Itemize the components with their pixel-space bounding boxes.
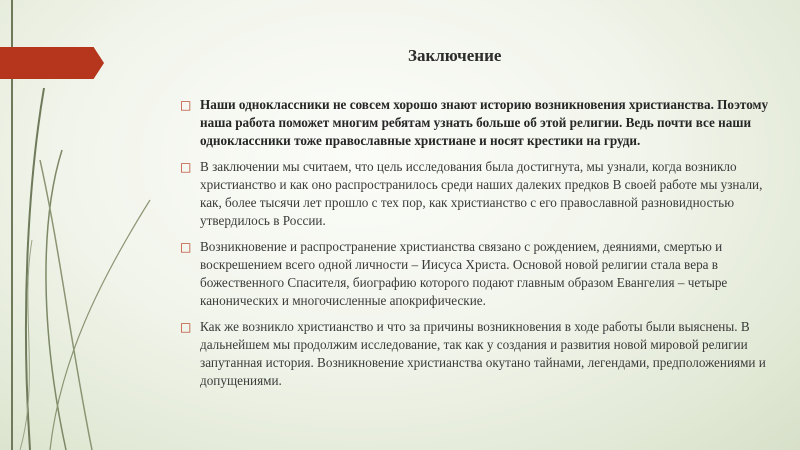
slide-title: Заключение — [408, 46, 502, 65]
bullet-text: В заключении мы считаем, что цель исследования была достигнута, мы узнали, когда возникло христианство и как оно распространилось среди наших далеких предков В своей работе мы узнали, как, более тысячи лет прошло с тех пор, как христианство с его православной разновидностью утвердилось в России. — [200, 159, 763, 228]
bullet-text: Наши одноклассники не совсем хорошо знают историю возникновения христианства. Поэтому наша работа поможет многим ребятам узнать больше об этой религии. Ведь почти все наши одноклассники тоже православные христиане и носят крестики на груди. — [200, 97, 769, 148]
bullet-icon: □ — [180, 98, 192, 112]
bullet-item — [180, 96, 780, 150]
bullet-item — [180, 318, 780, 390]
bullet-text: Как же возникло христианство и что за причины возникновения в ходе работы были выяснены. В дальнейшем мы продолжим исследование, так как у создания и развития новой мировой религии запутанная история. Возникновение христианства окутано тайнами, легендами, предположениями и допущениями. — [200, 319, 766, 388]
bullet-icon: □ — [180, 240, 192, 254]
title-accent-ribbon — [0, 47, 104, 79]
bullet-icon: □ — [180, 160, 192, 174]
bullet-item — [180, 158, 780, 230]
bullet-text: Возникновение и распространение христианства связано с рождением, деяниями, смертью и воскрешением всего одной личности – Иисуса Христа. Основой новой религии стала вера в божественного Спасителя, биографию которого подают главным образом Евангелия – четыре канонических и многочисленные апокрифические. — [200, 239, 728, 308]
bullet-icon: □ — [180, 320, 192, 334]
bullet-list — [180, 96, 780, 398]
bullet-item — [180, 238, 780, 310]
